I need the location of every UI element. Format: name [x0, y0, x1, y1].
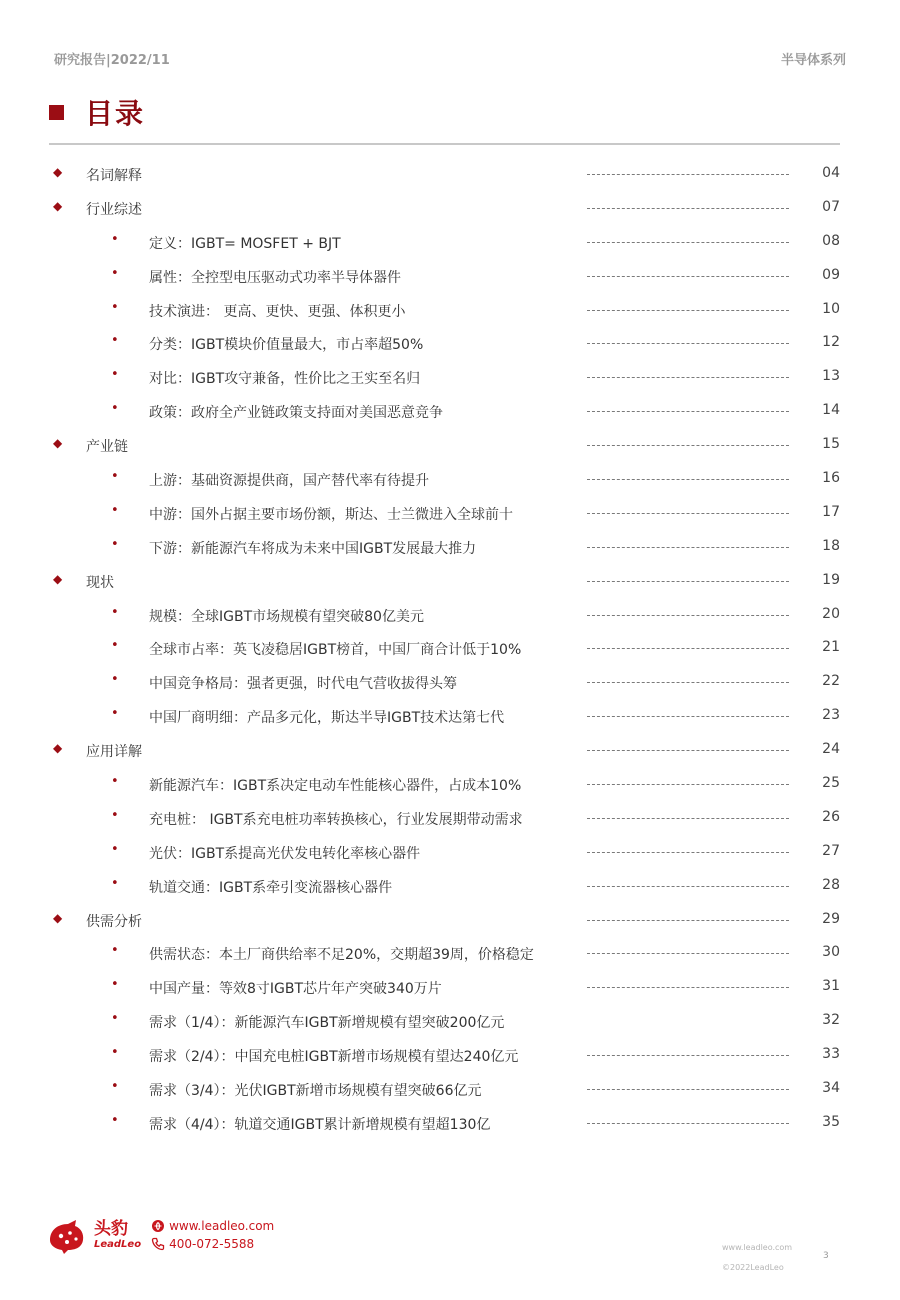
diamond-bullet-icon: ◆	[53, 571, 63, 586]
dot-bullet-icon: •	[111, 1011, 119, 1027]
toc-subsection-row[interactable]	[0, 835, 900, 869]
toc-page-number: 24	[822, 741, 840, 758]
toc-label[interactable]: 需求（2/4）：中国充电桩IGBT新增市场规模有望达240亿元	[149, 1049, 519, 1066]
toc-page-number: 25	[822, 775, 840, 792]
toc-subsection-row[interactable]	[0, 360, 900, 394]
toc-page-number: 23	[822, 707, 840, 724]
contact-block	[151, 1217, 274, 1253]
dot-bullet-icon: •	[111, 333, 119, 349]
toc-page-number: 20	[822, 605, 840, 622]
dot-bullet-icon: •	[111, 367, 119, 383]
toc-subsection-row[interactable]	[0, 1004, 900, 1038]
toc-page-number: 16	[822, 470, 840, 487]
toc-dot-leader	[587, 242, 789, 243]
phone-line	[151, 1235, 274, 1253]
toc-label[interactable]: 定义：IGBT= MOSFET + BJT	[149, 235, 341, 252]
toc-page-number: 14	[822, 402, 840, 419]
toc-subsection-row[interactable]	[0, 801, 900, 835]
toc-label[interactable]: 需求（1/4）：新能源汽车IGBT新增规模有望突破200亿元	[149, 1015, 505, 1032]
toc-label[interactable]: 应用详解	[86, 744, 142, 761]
toc-page-number: 19	[822, 571, 840, 588]
diamond-bullet-icon: ◆	[53, 436, 63, 451]
toc-dot-leader	[587, 174, 789, 175]
toc-label[interactable]: 中国厂商明细：产品多元化，斯达半导IGBT技术达第七代	[149, 710, 505, 727]
toc-dot-leader	[587, 1089, 789, 1090]
leopard-logo-icon	[46, 1214, 88, 1256]
toc-label[interactable]: 中国产量：等效8寸IGBT芯片年产突破340万片	[149, 981, 442, 998]
toc-dot-leader	[587, 648, 789, 649]
header-report-date: 研究报告|2022/11	[54, 53, 170, 68]
toc-dot-leader	[587, 310, 789, 311]
toc-label[interactable]: 需求（4/4）：轨道交通IGBT累计新增规模有望超130亿	[149, 1116, 491, 1133]
toc-dot-leader	[587, 377, 789, 378]
brand-name-block	[94, 1219, 141, 1251]
toc-label[interactable]: 名词解释	[86, 168, 142, 184]
toc-dot-leader	[587, 852, 789, 853]
toc-page-number: 35	[822, 1113, 840, 1130]
toc-page-number: 28	[822, 876, 840, 893]
toc-page-number: 32	[822, 1012, 840, 1029]
toc-subsection-row[interactable]	[0, 326, 900, 360]
brand-name-cn: 头豹	[94, 1219, 128, 1239]
toc-page-number: 15	[822, 436, 840, 453]
toc-section-row[interactable]	[0, 903, 900, 937]
toc-page-number: 31	[822, 978, 840, 995]
dot-bullet-icon: •	[111, 299, 119, 315]
toc-label[interactable]: 对比：IGBT攻守兼备，性价比之王实至名归	[149, 371, 421, 388]
footer-brand	[46, 1214, 274, 1256]
footer-copyright: ©2022LeadLeo	[722, 1263, 784, 1272]
toc-dot-leader	[587, 818, 789, 819]
toc-subsection-row[interactable]	[0, 1106, 900, 1140]
toc-label[interactable]: 轨道交通：IGBT系牵引变流器核心器件	[149, 879, 393, 896]
dot-bullet-icon: •	[111, 672, 119, 688]
dot-bullet-icon: •	[111, 604, 119, 620]
website-line[interactable]	[151, 1217, 274, 1235]
dot-bullet-icon: •	[111, 536, 119, 552]
toc-label[interactable]: 全球市占率：英飞凌稳居IGBT榜首，中国厂商合计低于10%	[149, 642, 522, 659]
toc-page-number: 21	[822, 639, 840, 656]
phone-number: 400-072-5588	[169, 1237, 255, 1251]
toc-dot-leader	[587, 920, 789, 921]
toc-subsection-row[interactable]	[0, 1072, 900, 1106]
dot-bullet-icon: •	[111, 841, 119, 857]
toc-label[interactable]: 行业综述	[86, 201, 142, 218]
toc-subsection-row[interactable]	[0, 225, 900, 259]
dot-bullet-icon: •	[111, 977, 119, 993]
toc-dot-leader	[587, 1055, 789, 1056]
toc-section-row[interactable]	[0, 564, 900, 598]
page-title-row	[49, 92, 145, 132]
toc-subsection-row[interactable]	[0, 530, 900, 564]
toc-subsection-row[interactable]	[0, 259, 900, 293]
toc-dot-leader	[587, 547, 789, 548]
toc-section-row[interactable]	[0, 191, 900, 225]
toc-dot-leader	[587, 276, 789, 277]
toc-label[interactable]: 新能源汽车：IGBT系决定电动车性能核心器件，占成本10%	[149, 778, 522, 795]
toc-dot-leader	[587, 445, 789, 446]
title-square-icon	[49, 105, 64, 120]
toc-subsection-row[interactable]	[0, 665, 900, 699]
toc-label[interactable]: 属性：全控型电压驱动式功率半导体器件	[149, 269, 401, 286]
toc-subsection-row[interactable]	[0, 394, 900, 428]
toc-subsection-row[interactable]	[0, 462, 900, 496]
toc-section-row[interactable]	[0, 157, 900, 191]
toc-label[interactable]: 产业链	[86, 439, 128, 456]
toc-page-number: 12	[822, 334, 840, 351]
toc-dot-leader	[587, 513, 789, 514]
toc-section-row[interactable]	[0, 428, 900, 462]
toc-dot-leader	[587, 682, 789, 683]
toc-label[interactable]: 需求（3/4）：光伏IGBT新增市场规模有望突破66亿元	[149, 1083, 482, 1100]
toc-label[interactable]: 规模：全球IGBT市场规模有望突破80亿美元	[149, 608, 424, 625]
brand-name-en: LeadLeo	[94, 1239, 142, 1250]
title-divider	[49, 143, 840, 145]
dot-bullet-icon: •	[111, 706, 119, 722]
website-link[interactable]: www.leadleo.com	[169, 1219, 275, 1233]
dot-bullet-icon: •	[111, 638, 119, 654]
toc-dot-leader	[587, 716, 789, 717]
toc-subsection-row[interactable]	[0, 699, 900, 733]
web-icon	[151, 1219, 165, 1233]
toc-subsection-row[interactable]	[0, 293, 900, 327]
dot-bullet-icon: •	[111, 807, 119, 823]
toc-section-row[interactable]	[0, 733, 900, 767]
toc-dot-leader	[587, 1123, 789, 1124]
toc-subsection-row[interactable]	[0, 869, 900, 903]
diamond-bullet-icon: ◆	[53, 198, 63, 213]
toc-label[interactable]: 充电桩： IGBT系充电桩功率转换核心，行业发展期带动需求	[149, 811, 523, 828]
toc-label[interactable]: 供需分析	[86, 913, 142, 930]
toc-subsection-row[interactable]	[0, 970, 900, 1004]
footer-small-website: www.leadleo.com	[722, 1243, 793, 1252]
toc-subsection-row[interactable]	[0, 631, 900, 665]
toc-subsection-row[interactable]	[0, 496, 900, 530]
toc-dot-leader	[587, 208, 789, 209]
dot-bullet-icon: •	[111, 875, 119, 891]
toc-page-number: 04	[822, 165, 840, 181]
toc-dot-leader	[587, 886, 789, 887]
header-series: 半导体系列	[780, 53, 846, 68]
dot-bullet-icon: •	[111, 1079, 119, 1095]
toc-dot-leader	[587, 953, 789, 954]
toc-dot-leader	[587, 784, 789, 785]
toc-subsection-row[interactable]	[0, 767, 900, 801]
dot-bullet-icon: •	[111, 265, 119, 281]
toc-page-number: 17	[822, 503, 840, 520]
dot-bullet-icon: •	[111, 231, 119, 247]
toc-dot-leader	[587, 750, 789, 751]
toc-label[interactable]: 技术演进： 更高、更快、更强、体积更小	[149, 303, 406, 320]
toc-page-number: 18	[822, 537, 840, 554]
toc-label[interactable]: 政策：政府全产业链政策支持面对美国恶意竞争	[149, 405, 443, 422]
toc-label[interactable]: 上游：基础资源提供商，国产替代率有待提升	[149, 473, 429, 490]
toc-page-number: 26	[822, 808, 840, 825]
toc-label[interactable]: 分类：IGBT模块价值量最大，市占率超50%	[149, 337, 424, 354]
toc-label[interactable]: 中国竞争格局：强者更强，时代电气营收拔得头筹	[149, 676, 457, 693]
dot-bullet-icon: •	[111, 469, 119, 485]
dot-bullet-icon: •	[111, 1045, 119, 1061]
dot-bullet-icon: •	[111, 774, 119, 790]
toc-dot-leader	[587, 581, 789, 582]
dot-bullet-icon: •	[111, 943, 119, 959]
toc-label[interactable]: 供需状态：本土厂商供给率不足20%，交期超39周，价格稳定	[149, 947, 534, 964]
toc-page-number: 13	[822, 368, 840, 385]
toc-page-number: 22	[822, 673, 840, 690]
phone-icon	[151, 1237, 165, 1251]
toc-label[interactable]: 下游：新能源汽车将成为未来中国IGBT发展最大推力	[149, 540, 477, 557]
toc-dot-leader	[587, 987, 789, 988]
diamond-bullet-icon: ◆	[53, 165, 63, 179]
toc-dot-leader	[587, 479, 789, 480]
toc-label[interactable]: 中游：国外占据主要市场份额，斯达、士兰微进入全球前十	[149, 506, 513, 523]
dot-bullet-icon: •	[111, 502, 119, 518]
dot-bullet-icon: •	[111, 1112, 119, 1128]
toc-label[interactable]: 光伏：IGBT系提高光伏发电转化率核心器件	[149, 845, 421, 862]
toc-label[interactable]: 现状	[86, 574, 114, 591]
toc-page-number: 10	[822, 300, 840, 317]
toc-dot-leader	[587, 615, 789, 616]
toc-page-number: 30	[822, 944, 840, 961]
toc-subsection-row[interactable]	[0, 936, 900, 970]
toc-page-number: 09	[822, 266, 840, 283]
toc-page-number: 33	[822, 1046, 840, 1063]
page-title: 目录	[85, 97, 146, 130]
toc-page-number: 29	[822, 910, 840, 927]
diamond-bullet-icon: ◆	[53, 741, 63, 756]
toc-subsection-row[interactable]	[0, 1038, 900, 1072]
diamond-bullet-icon: ◆	[53, 910, 63, 925]
toc-subsection-row[interactable]	[0, 598, 900, 632]
table-of-contents	[0, 157, 900, 1140]
dot-bullet-icon: •	[111, 401, 119, 417]
toc-dot-leader	[587, 411, 789, 412]
toc-page-number: 34	[822, 1080, 840, 1097]
page-number: 3	[823, 1251, 829, 1261]
toc-dot-leader	[587, 343, 789, 344]
toc-page-number: 07	[822, 198, 840, 215]
toc-page-number: 27	[822, 842, 840, 859]
toc-page-number: 08	[822, 232, 840, 249]
